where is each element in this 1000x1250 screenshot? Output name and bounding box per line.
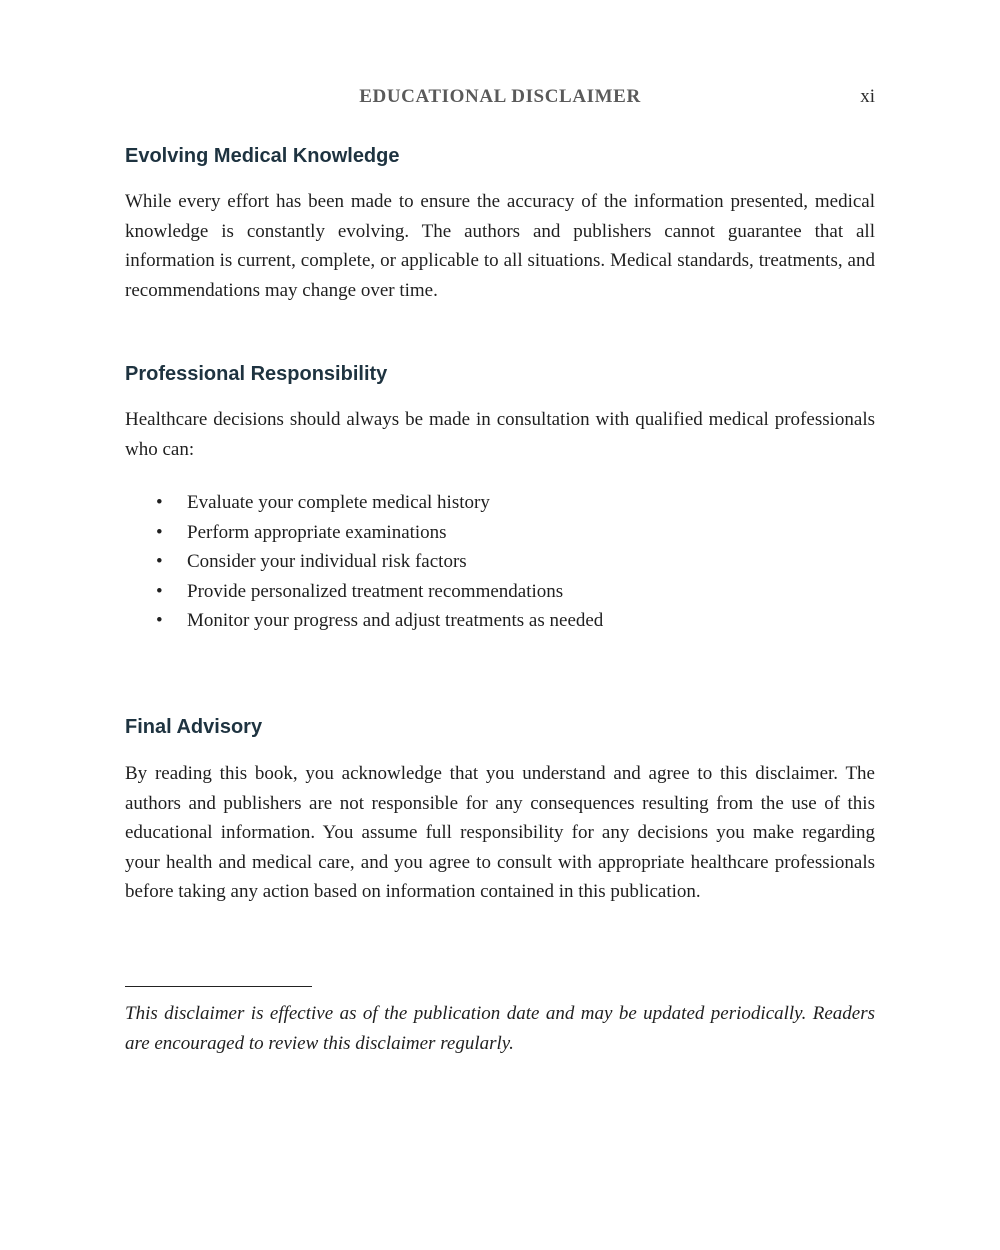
- section-heading-evolving-knowledge: Evolving Medical Knowledge: [125, 145, 400, 167]
- section-body-final-advisory: By reading this book, you acknowledge that you understand and agree to this disclaimer. The authors and publishers are not responsible for any consequences resulting from the use of this educational information. You assume full responsibility for any decisions you make regarding your health and medical care, and you agree to consult with appropriate healthcare professionals before taking any action based on information contained in this publication.: [125, 763, 875, 902]
- list-item: • Perform appropriate examinations: [125, 518, 875, 548]
- running-title: EDUCATIONAL DISCLAIMER: [359, 86, 641, 107]
- section-heading-professional-responsibility: Professional Responsibility: [125, 363, 388, 385]
- list-item: • Provide personalized treatment recommendations: [125, 577, 875, 607]
- running-head: [125, 86, 875, 112]
- section-body-evolving-knowledge: While every effort has been made to ensure the accuracy of the information presented, medical knowledge is constantly evolving. The authors and publishers cannot guarantee that all information is current, complete, or applicable to all situations. Medical standards, treatments, and recommendations may change over time.: [125, 191, 875, 301]
- footnote: This disclaimer is effective as of the publication date and may be updated periodically. Readers are encouraged to review this disclaimer regularly.: [125, 1003, 875, 1054]
- page-number: xi: [860, 86, 875, 107]
- list-item: • Evaluate your complete medical history: [125, 488, 875, 518]
- list-item: • Monitor your progress and adjust treatments as needed: [125, 606, 875, 636]
- list-item: • Consider your individual risk factors: [125, 547, 875, 577]
- footnote-rule: [125, 986, 312, 987]
- section-heading-final-advisory: Final Advisory: [125, 716, 263, 738]
- responsibility-list: [125, 488, 875, 636]
- section-body-professional-responsibility: Healthcare decisions should always be made in consultation with qualified medical professionals who can:: [125, 409, 875, 460]
